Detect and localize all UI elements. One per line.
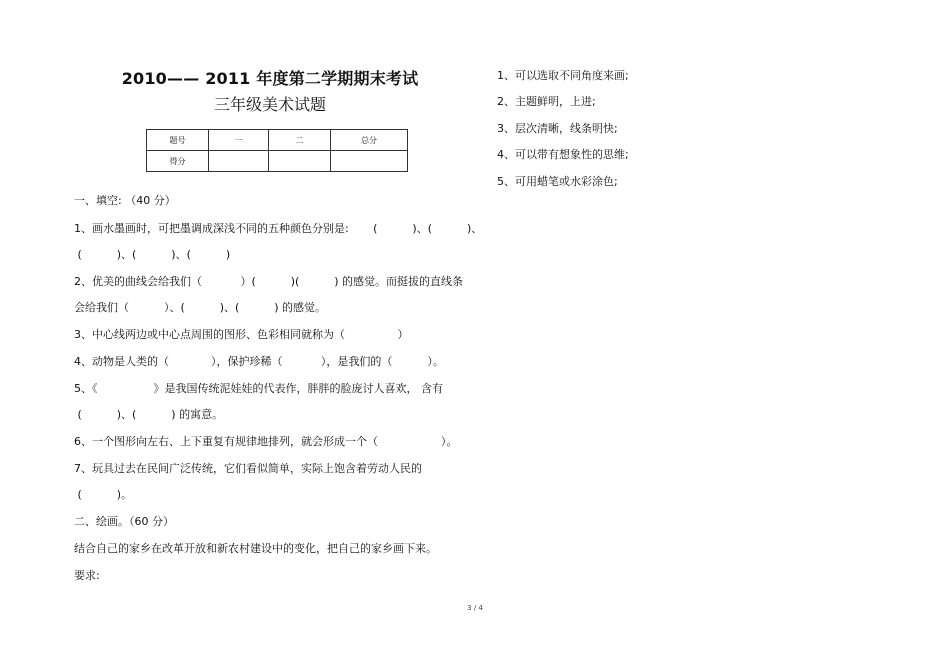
- score-table: [146, 129, 408, 172]
- question-7-line-2: ( )。: [74, 488, 133, 501]
- score-cell-part2: [269, 151, 331, 172]
- requirement-item: 1、可以选取不同角度来画;: [497, 69, 629, 82]
- score-table-cell: 总分: [331, 130, 408, 151]
- fill-section-heading: 一、填空: （40 分）: [74, 194, 176, 207]
- question-1-line-2: ( )、( )、( ): [74, 248, 231, 261]
- drawing-task: 结合自己的家乡在改革开放和新农村建设中的变化，把自己的家乡画下来。: [74, 542, 437, 555]
- score-cell-part1: [209, 151, 269, 172]
- question-1-line-1: 1、画水墨画时，可把墨调成深浅不同的五种颜色分别是: ( )、( )、: [74, 222, 483, 235]
- requirement-item: 5、可用蜡笔或水彩涂色;: [497, 175, 618, 188]
- question-2-line-2: 会给我们（ ）、( )、( ) 的感觉。: [74, 301, 327, 314]
- score-table-cell: 一: [209, 130, 269, 151]
- score-table-cell: 二: [269, 130, 331, 151]
- question-5-line-2: ( )、( ) 的寓意。: [74, 408, 224, 421]
- score-table-score-row: [147, 151, 408, 172]
- question-4: 4、动物是人类的（ ），保护珍稀（ ），是我们的（ ）。: [74, 355, 444, 368]
- question-2-line-1: 2、优美的曲线会给我们（ ）( )( ) 的感觉。而挺拔的直线条: [74, 275, 464, 288]
- exam-title: 2010—— 2011 年度第二学期期末考试: [121, 69, 419, 88]
- drawing-section-heading: 二、绘画。（60 分）: [74, 515, 174, 528]
- score-table-cell: 题号: [147, 130, 209, 151]
- requirement-item: 4、可以带有想象性的思维;: [497, 148, 629, 161]
- score-table-header-row: [147, 130, 408, 151]
- exam-subtitle: 三年级美术试题: [213, 95, 326, 114]
- score-cell-total: [331, 151, 408, 172]
- requirement-item: 2、主题鲜明，上进;: [497, 95, 596, 108]
- question-5-line-1: 5、《 》是我国传统泥娃娃的代表作，胖胖的脸庞讨人喜欢， 含有: [74, 382, 443, 395]
- page-number: 3 / 4: [467, 604, 483, 612]
- requirements-label: 要求:: [74, 569, 100, 582]
- requirement-item: 3、层次清晰，线条明快;: [497, 122, 618, 135]
- score-table-cell: 得分: [147, 151, 209, 172]
- question-6: 6、一个图形向左右、上下重复有规律地排列，就会形成一个（ ）。: [74, 435, 458, 448]
- question-3: 3、中心线两边或中心点周围的图形、色彩相同就称为（ ）: [74, 328, 409, 341]
- question-7-line-1: 7、玩具过去在民间广泛传统，它们看似简单，实际上饱含着劳动人民的: [74, 462, 422, 475]
